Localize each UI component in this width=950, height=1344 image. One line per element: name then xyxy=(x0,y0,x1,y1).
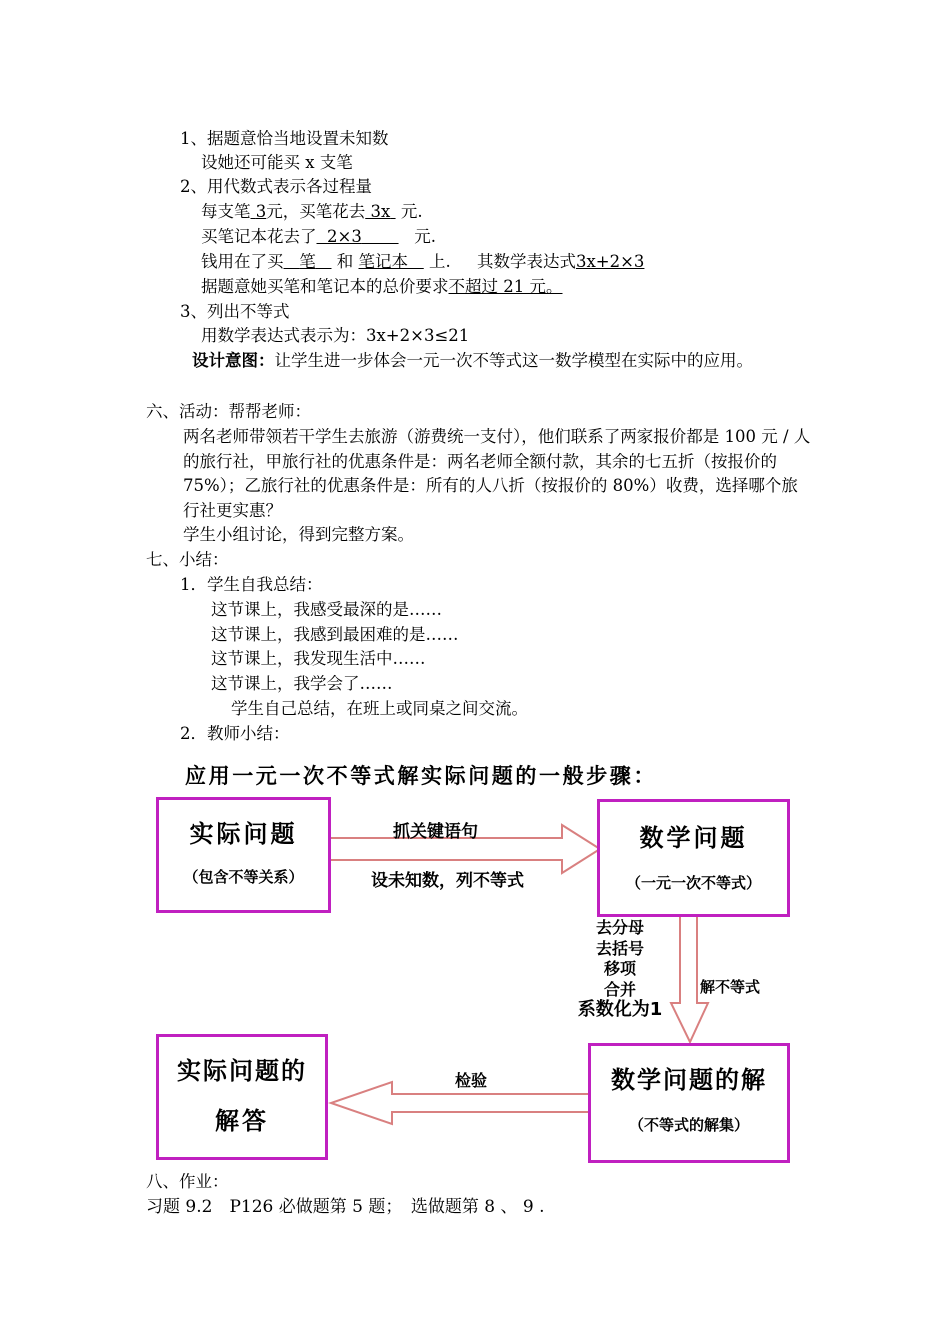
solve-step: 去括号 xyxy=(595,938,644,958)
self-summary-heading: 1．学生自我总结： xyxy=(180,575,323,594)
down-arrow-label: 解不等式 xyxy=(700,978,761,996)
activity-discussion: 学生小组讨论，得到完整方案。 xyxy=(183,525,414,544)
step1-detail: 设她还可能买 x 支笔 xyxy=(201,153,353,172)
solve-step: 移项 xyxy=(603,959,636,978)
money-suffix: 上. xyxy=(429,252,451,271)
money-item-pen: 笔 xyxy=(299,252,316,271)
notebook-prefix: 买笔记本花去了 xyxy=(201,227,317,246)
arrow-bottom-label: 设未知数，列不等式 xyxy=(371,871,524,891)
section8-heading: 八、作业： xyxy=(146,1172,229,1191)
limit-value: 不超过 21 元。 xyxy=(448,277,563,296)
box-real-answer-title-line2: 解答 xyxy=(215,1107,269,1135)
box-real-problem-subtitle: （包含不等关系） xyxy=(183,868,304,886)
pen-cost-value: 3x xyxy=(370,202,391,221)
box-real-problem-title: 实际问题 xyxy=(189,820,298,848)
section6-heading: 六、活动：帮帮老师： xyxy=(146,402,311,421)
reflection-item: 这节课上，我感受最深的是…… xyxy=(211,600,442,619)
notebook-suffix: 元. xyxy=(414,227,437,246)
design-intent-text: 让学生进一步体会一元一次不等式这一数学模型在实际中的应用。 xyxy=(274,351,753,370)
step2-heading: 2、用代数式表示各过程量 xyxy=(180,177,372,196)
box-math-solution xyxy=(588,1043,790,1163)
self-summary-note: 学生自己总结，在班上或同桌之间交流。 xyxy=(231,699,528,718)
section7-heading: 七、小结： xyxy=(146,550,229,569)
box-real-answer xyxy=(156,1034,328,1160)
notebook-value: 2×3 xyxy=(327,227,362,246)
box-math-problem-subtitle: （一元一次不等式） xyxy=(625,874,761,892)
box-math-problem xyxy=(597,799,790,917)
design-intent-label: 设计意图： xyxy=(192,351,275,370)
pen-price-value: 3 xyxy=(255,202,267,221)
step3-heading: 3、列出不等式 xyxy=(180,302,290,321)
homework-line: 习题 9.2 P126 必做题第 5 题； 选做题第 8 、 9 . xyxy=(146,1197,545,1217)
solve-step: 合并 xyxy=(603,979,636,999)
box-real-problem xyxy=(156,797,331,913)
pen-price-suffix: 元. xyxy=(400,202,423,221)
solve-steps-list xyxy=(560,918,680,1021)
check-label: 检验 xyxy=(455,1071,488,1090)
box-math-solution-subtitle: （不等式的解集） xyxy=(628,1116,749,1134)
teacher-summary-heading: 2．教师小结： xyxy=(180,724,290,743)
step3-detail: 用数学表达式表示为：3x+2×3≤21 xyxy=(201,326,470,345)
reflection-item: 这节课上，我发现生活中…… xyxy=(211,649,426,668)
solve-step: 系数化为1 xyxy=(577,999,663,1020)
money-prefix: 钱用在了买 xyxy=(201,252,284,271)
money-and: 和 xyxy=(336,252,354,271)
pen-price-mid: 元，买笔花去 xyxy=(266,202,366,221)
reflection-item: 这节课上，我感到最困难的是…… xyxy=(211,625,459,644)
pen-price-prefix: 每支笔 xyxy=(201,202,251,221)
box-math-solution-title: 数学问题的解 xyxy=(611,1066,767,1094)
diagram-title: 应用一元一次不等式解实际问题的一般步骤： xyxy=(185,764,657,788)
solve-step: 去分母 xyxy=(595,918,644,937)
expression-prefix: 其数学表达式 xyxy=(476,252,576,271)
box-math-problem-title: 数学问题 xyxy=(639,824,748,852)
step1-heading: 1、据题意恰当地设置未知数 xyxy=(180,129,389,148)
box-real-answer-title-line1: 实际问题的 xyxy=(177,1057,307,1085)
money-item-notebook: 笔记本 xyxy=(358,252,408,271)
limit-prefix: 据题意她买笔和笔记本的总价要求 xyxy=(201,277,449,296)
expression-value: 3x+2×3 xyxy=(575,252,645,271)
arrow-top-label: 抓关键语句 xyxy=(393,822,478,842)
reflection-item: 这节课上，我学会了…… xyxy=(211,674,393,693)
activity-problem: 两名老师带领若干学生去旅游（游费统一支付），他们联系了两家报价都是 100 元 / 人的旅行社，甲旅行社的优惠条件是：两名老师全额付款，其余的七五折（按报价的 75%）；乙旅行社的优惠条件是：所有的人八折（按报价的 80%）收费，选择哪个旅行社更实惠？ xyxy=(183,427,811,520)
